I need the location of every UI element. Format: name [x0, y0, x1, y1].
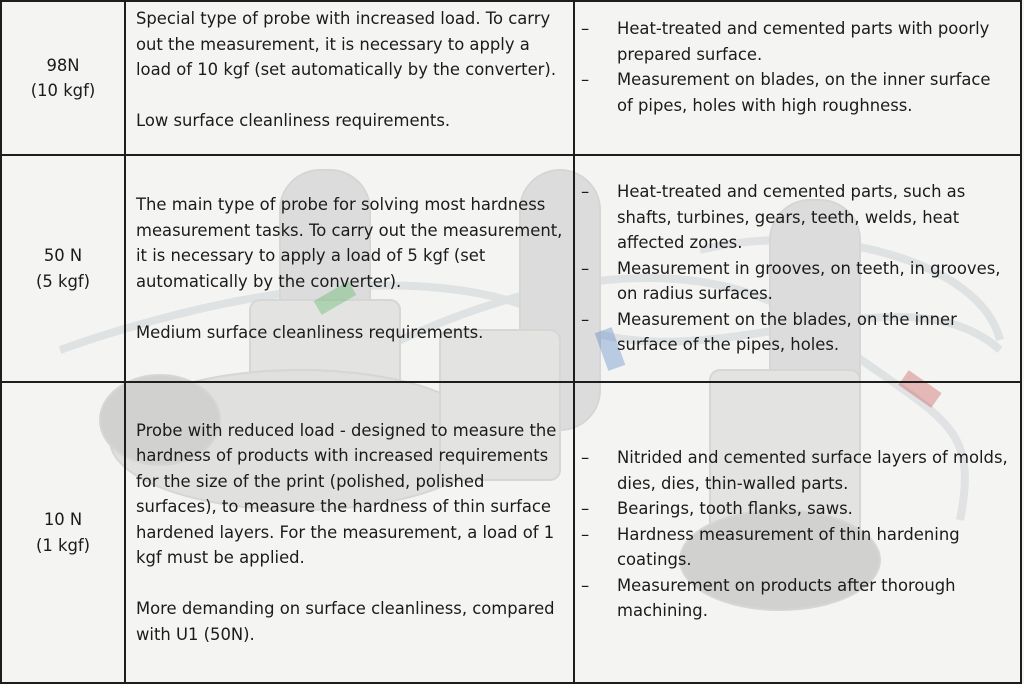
cleanliness-note: Low surface cleanliness requirements. — [136, 111, 451, 130]
list-item: – Nitrided and cemented surface layers of molds, dies, dies, thin-walled parts. — [617, 445, 1010, 496]
applications-cell — [574, 155, 1021, 382]
list-item: – Heat-treated and cemented parts, such as shafts, turbines, gears, teeth, welds, heat affected zones. — [617, 179, 1010, 256]
table-row — [1, 1, 1021, 155]
list-item: – Measurement on products after thorough machining. — [617, 573, 1010, 624]
load-kgf: (1 kgf) — [35, 535, 91, 555]
load-cell — [1, 1, 125, 155]
cleanliness-note: Medium surface cleanliness requirements. — [136, 322, 484, 342]
load-cell — [1, 155, 125, 382]
applications-cell — [574, 382, 1021, 683]
list-item: – Measurement on blades, on the inner surface of pipes, holes with high roughness. — [617, 67, 1010, 118]
table-row — [1, 382, 1021, 683]
applications-cell — [574, 1, 1021, 155]
list-item: – Measurement in grooves, on teeth, in grooves, on radius surfaces. — [617, 256, 1010, 307]
load-newton: 98N — [46, 55, 80, 75]
load-kgf: (10 kgf) — [30, 81, 96, 100]
list-item: – Measurement on the blades, on the inner surface of the pipes, holes. — [617, 307, 1010, 358]
table-row — [1, 155, 1021, 382]
description-cell — [125, 1, 574, 155]
load-newton: 10 N — [43, 510, 83, 529]
description-cell — [125, 382, 574, 683]
cleanliness-note: More demanding on surface cleanliness, compared with U1 (50N). — [136, 599, 555, 644]
applications-list — [617, 445, 1010, 624]
description-cell — [125, 155, 574, 382]
list-item: – Heat-treated and cemented parts with poorly prepared surface. — [617, 16, 1010, 67]
description-text: The main type of probe for solving most hardness measurement tasks. To carry out the measurement, it is necessary to apply a load of 5 kgf (set automatically by the converter). — [136, 195, 563, 291]
applications-list — [617, 16, 1010, 118]
list-item: – Hardness measurement of thin hardening coatings. — [617, 522, 1010, 573]
description-text: Probe with reduced load - designed to measure the hardness of products with increased requirements for the size of the print (polished, polished surfaces), to measure the hardness of thin surface hardened layers. For the measurement, a load of 1 kgf must be applied. — [136, 420, 557, 568]
description-text: Special type of probe with increased load. To carry out the measurement, it is necessary to apply a load of 10 kgf (set automatically by the converter). — [136, 9, 557, 79]
applications-list — [617, 179, 1010, 358]
load-cell — [1, 382, 125, 683]
load-kgf: (5 kgf) — [35, 271, 91, 291]
list-item: – Bearings, tooth flanks, saws. — [617, 496, 1010, 522]
load-newton: 50 N — [43, 246, 83, 265]
